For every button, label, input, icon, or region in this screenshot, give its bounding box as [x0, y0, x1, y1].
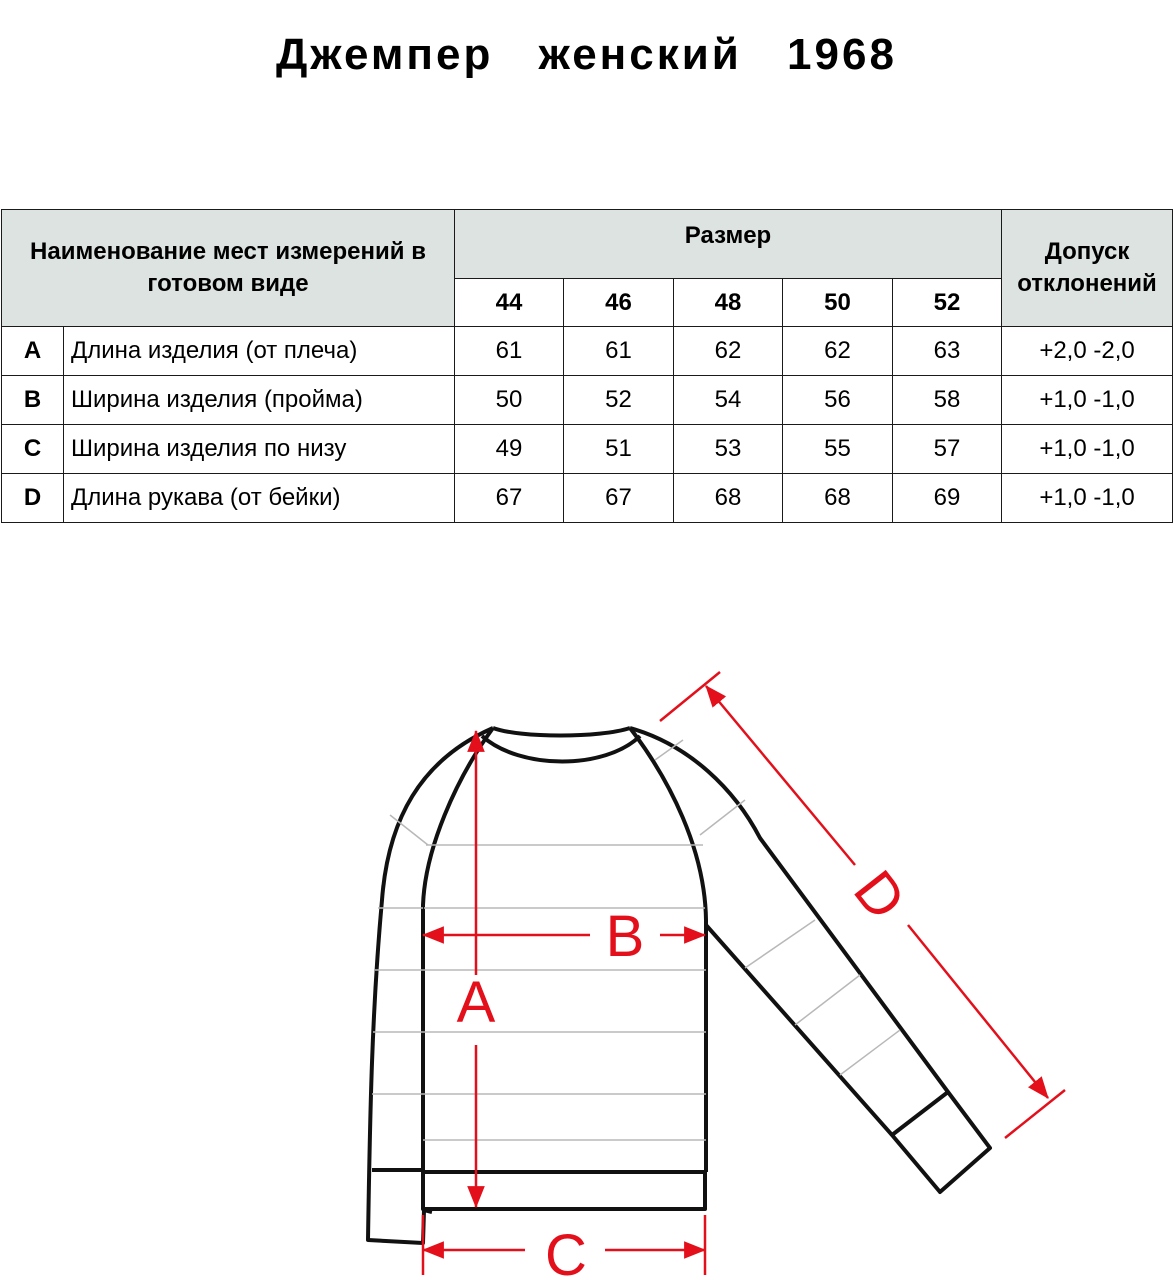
row-value: 51 — [564, 425, 674, 474]
page-title: Джемпер женский 1968 — [276, 30, 897, 79]
row-name: Ширина изделия (пройма) — [64, 376, 455, 425]
neckline-inner — [482, 736, 640, 762]
row-tolerance: +1,0 -1,0 — [1002, 376, 1173, 425]
row-value: 68 — [674, 474, 783, 523]
hem-band — [423, 1172, 705, 1209]
row-value: 68 — [783, 474, 893, 523]
row-value: 49 — [455, 425, 564, 474]
label-c: C — [545, 1223, 587, 1280]
size-column-header: 52 — [893, 279, 1002, 327]
row-value: 56 — [783, 376, 893, 425]
measurement-name-header: Наименование мест измерений в готовом виде — [2, 210, 455, 327]
row-name: Ширина изделия по низу — [64, 425, 455, 474]
row-value: 55 — [783, 425, 893, 474]
right-cuff-line — [892, 1092, 948, 1135]
size-header: Размер — [455, 210, 1002, 279]
size-column-header: 46 — [564, 279, 674, 327]
row-value: 67 — [455, 474, 564, 523]
label-a: A — [456, 970, 496, 1035]
row-value: 61 — [564, 327, 674, 376]
row-value: 54 — [674, 376, 783, 425]
row-letter: B — [2, 376, 64, 425]
row-tolerance: +1,0 -1,0 — [1002, 474, 1173, 523]
row-value: 62 — [674, 327, 783, 376]
row-name: Длина рукава (от бейки) — [64, 474, 455, 523]
neckline-outer — [493, 728, 630, 736]
row-value: 50 — [455, 376, 564, 425]
row-value: 67 — [564, 474, 674, 523]
label-d: D — [841, 858, 919, 932]
size-column-header: 50 — [783, 279, 893, 327]
row-tolerance: +1,0 -1,0 — [1002, 425, 1173, 474]
row-letter: D — [2, 474, 64, 523]
row-value: 53 — [674, 425, 783, 474]
row-value: 52 — [564, 376, 674, 425]
row-value: 69 — [893, 474, 1002, 523]
label-b: B — [605, 904, 645, 969]
size-column-header: 44 — [455, 279, 564, 327]
tolerance-header: Допуск отклонений — [1002, 210, 1173, 327]
row-tolerance: +2,0 -2,0 — [1002, 327, 1173, 376]
row-value: 63 — [893, 327, 1002, 376]
row-value: 57 — [893, 425, 1002, 474]
row-value: 61 — [455, 327, 564, 376]
row-letter: A — [2, 327, 64, 376]
left-raglan-seam — [423, 728, 493, 1208]
row-value: 62 — [783, 327, 893, 376]
row-letter: C — [2, 425, 64, 474]
row-name: Длина изделия (от плеча) — [64, 327, 455, 376]
size-column-header: 48 — [674, 279, 783, 327]
row-value: 58 — [893, 376, 1002, 425]
